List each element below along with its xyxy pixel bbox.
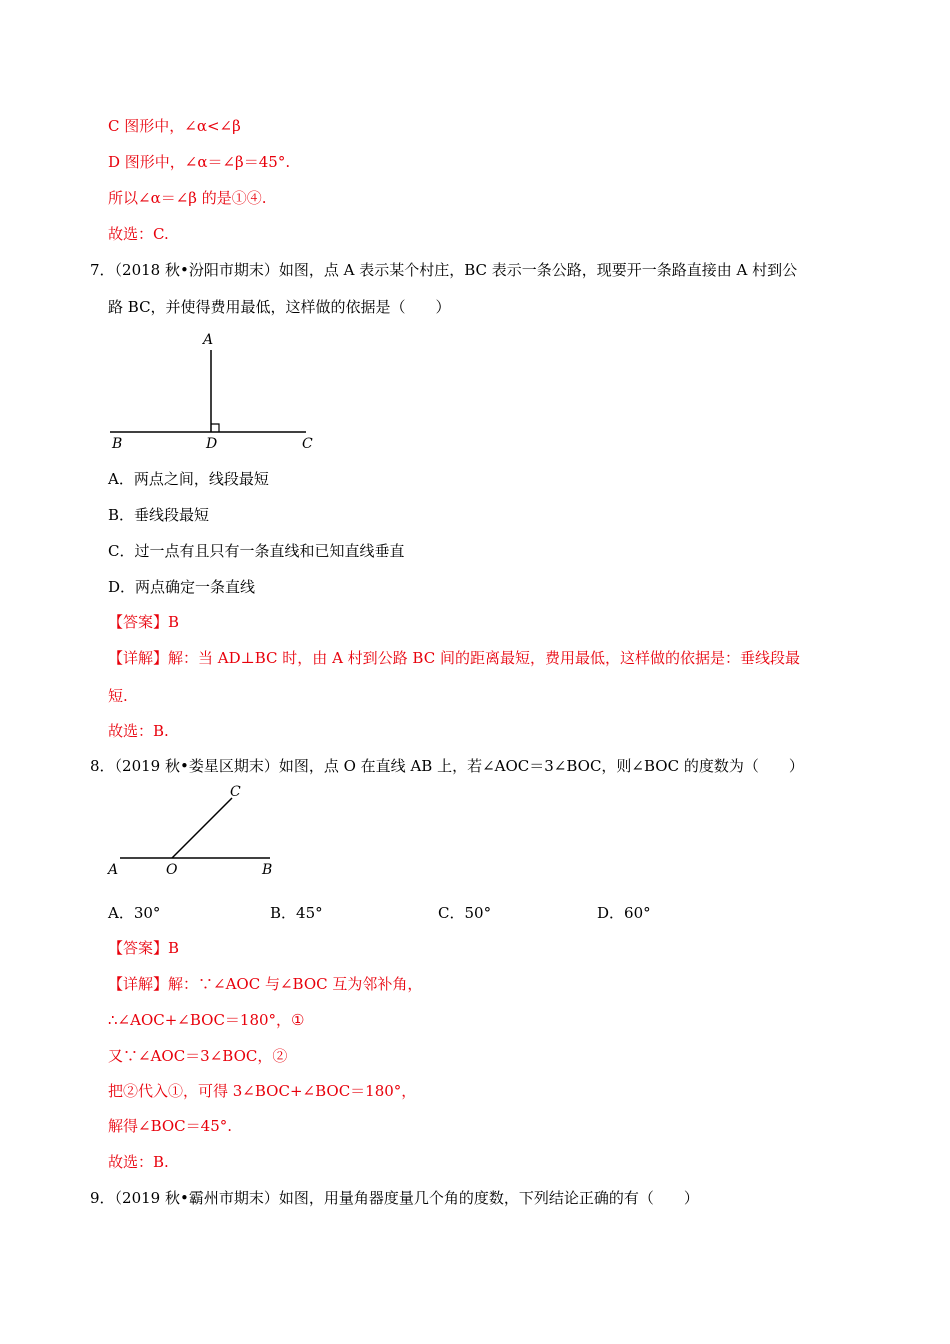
- q8-detail-line3: 又∵∠AOC＝3∠BOC，②: [108, 1047, 288, 1065]
- q7-number: 7．: [90, 261, 115, 279]
- q7-choose: 故选：B.: [108, 722, 169, 740]
- q7-option-a: A．两点之间，线段最短: [108, 470, 269, 488]
- q8-label-o: O: [166, 862, 178, 878]
- q8-label-b: B: [262, 862, 273, 878]
- q8-detail-text-1: 解：∵∠AOC 与∠BOC 互为邻补角，: [168, 975, 423, 993]
- q7-answer-value: B: [168, 613, 180, 631]
- q8-answer-tag: 【答案】: [108, 939, 169, 957]
- q8-detail-line5: 解得∠BOC＝45°.: [108, 1117, 232, 1135]
- prev-answer-line-so: 所以∠α＝∠β 的是①④.: [108, 189, 267, 207]
- q8-option-c: C．50°: [438, 904, 492, 922]
- q9-number: 9．: [90, 1189, 115, 1207]
- prev-answer-line-d: D 图形中，∠α＝∠β＝45°.: [108, 153, 291, 171]
- q7-label-a: A: [203, 332, 214, 348]
- q7-detail-line2: 短.: [108, 687, 128, 705]
- q7-right-angle-mark: [211, 424, 219, 432]
- q8-detail-line2: ∴∠AOC+∠BOC＝180°，①: [108, 1011, 305, 1029]
- q8-stem: [90, 756, 804, 776]
- prev-answer-choose: 故选：C.: [108, 225, 169, 243]
- q7-stem-line1: [90, 260, 797, 280]
- prev-answer-line-c: C 图形中，∠α<∠β: [108, 117, 241, 135]
- q8-figure: [100, 782, 300, 882]
- q8-detail-line4: 把②代入①，可得 3∠BOC+∠BOC＝180°，: [108, 1082, 417, 1100]
- q7-label-d: D: [206, 436, 218, 452]
- q7-figure: [100, 328, 330, 453]
- q7-answer-tag: 【答案】: [108, 613, 169, 631]
- q8-detail-tag: 【详解】: [108, 975, 169, 993]
- q8-option-a: A．30°: [108, 904, 161, 922]
- q7-label-c: C: [302, 436, 313, 452]
- q8-label-c: C: [230, 784, 241, 800]
- q8-number: 8．: [90, 757, 115, 775]
- q7-option-b: B．垂线段最短: [108, 506, 210, 524]
- q8-option-d: D．60°: [597, 904, 651, 922]
- q8-ray-oc: [172, 798, 232, 858]
- q7-stem-text-1: （2018 秋•汾阳市期末）如图，点 A 表示某个村庄，BC 表示一条公路，现要开一条路直接由 A 村到公: [114, 261, 798, 279]
- q7-option-c: C．过一点有且只有一条直线和已知直线垂直: [108, 542, 405, 560]
- q8-choose: 故选：B.: [108, 1153, 169, 1171]
- q7-detail-tag: 【详解】: [108, 649, 169, 667]
- q7-detail-line1: [108, 648, 800, 668]
- q7-stem-line2: 路 BC，并使得费用最低，这样做的依据是（ ）: [108, 298, 451, 316]
- q8-answer-value: B: [168, 939, 180, 957]
- q8-label-a: A: [108, 862, 119, 878]
- q8-detail-line1: [108, 974, 422, 994]
- q9-stem-text: （2019 秋•霸州市期末）如图，用量角器度量几个角的度数，下列结论正确的有（ ）: [114, 1189, 699, 1207]
- q7-answer: [108, 612, 179, 632]
- q7-label-b: B: [112, 436, 123, 452]
- q9-stem: [90, 1188, 699, 1208]
- q8-stem-text: （2019 秋•娄星区期末）如图，点 O 在直线 AB 上，若∠AOC＝3∠BOC，则∠BOC 的度数为（ ）: [114, 757, 804, 775]
- q8-answer: [108, 938, 179, 958]
- q8-option-b: B．45°: [270, 904, 323, 922]
- q7-option-d: D．两点确定一条直线: [108, 578, 256, 596]
- q7-detail-text-1: 解：当 AD⊥BC 时，由 A 村到公路 BC 间的距离最短，费用最低，这样做的依据是：垂线段最: [168, 649, 800, 667]
